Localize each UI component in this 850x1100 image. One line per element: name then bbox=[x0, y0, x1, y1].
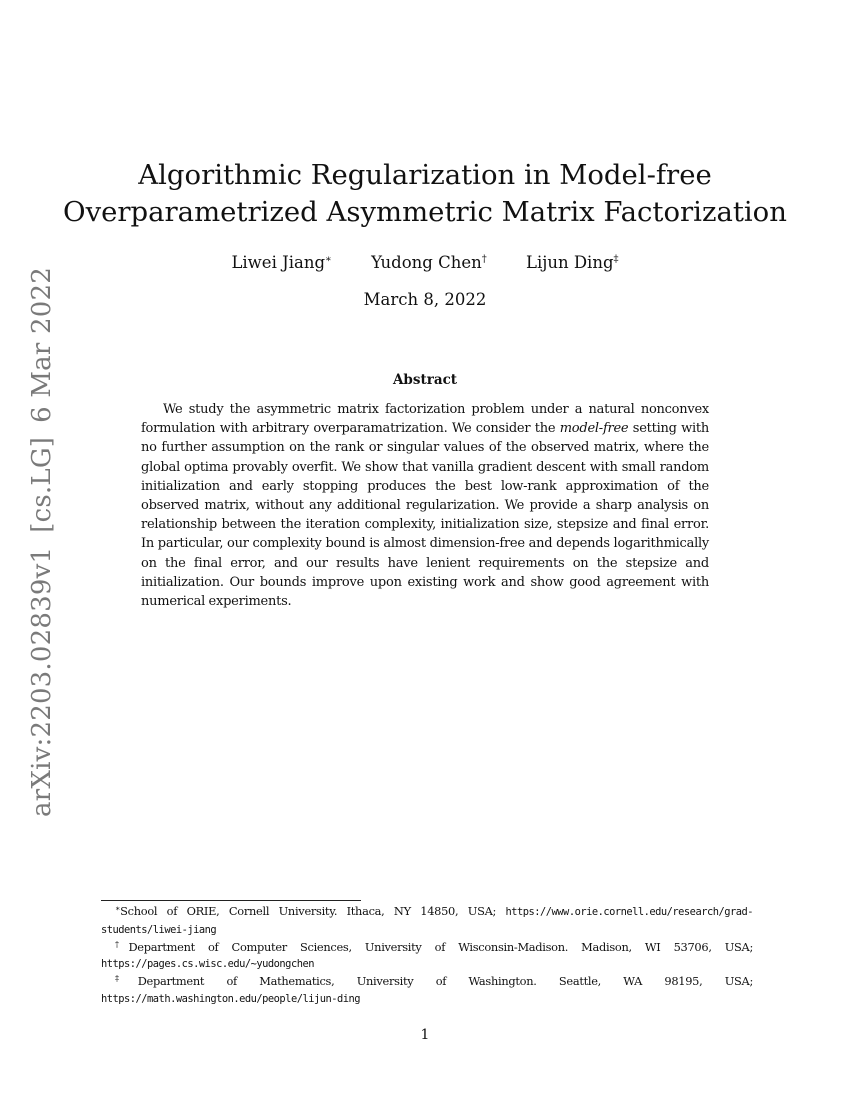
author-name: Yudong Chen bbox=[371, 253, 482, 272]
abstract-text-part-2: setting with no further assumption on the rank or singular values of the observed matrix, where the global optima provably overfit. We show that vanilla gradient descent with small random initialization and early stopping produces the best low-rank approximation of the observed matrix, without any additional regularization. We provide a sharp analysis on relationship between the iteration complexity, initialization size, stepsize and final error. In particular, our complexity bound is almost dimension-free and depends logarithmically on the final error, and our results have lenient requirements on the stepsize and initialization. Our bounds improve upon existing work and show good agreement with numerical experiments. bbox=[141, 421, 709, 610]
footnote-3 bbox=[101, 973, 753, 1008]
title-line-2: Overparametrized Asymmetric Matrix Factorization bbox=[63, 196, 787, 228]
author-1 bbox=[231, 252, 331, 274]
author-name: Lijun Ding bbox=[525, 253, 614, 272]
arxiv-identifier-stamp bbox=[27, 253, 57, 817]
footnote-url-link[interactable]: https://pages.cs.wisc.edu/~yudongchen bbox=[101, 958, 314, 971]
abstract-emphasis: model-free bbox=[559, 421, 629, 437]
arxiv-category: [cs.LG] bbox=[27, 436, 57, 533]
arxiv-date: 6 Mar 2022 bbox=[27, 267, 57, 423]
author-mark: ‡ bbox=[613, 254, 619, 265]
author-2 bbox=[371, 252, 487, 274]
footnote-text: School of ORIE, Cornell University. Ithaca, NY 14850, USA; bbox=[120, 904, 506, 918]
author-name: Liwei Jiang bbox=[231, 253, 326, 272]
footnote-text: Department of Computer Sciences, University of Wisconsin-Madison. Madison, WI 53706, USA; bbox=[128, 939, 753, 954]
author-mark: † bbox=[481, 254, 487, 265]
publication-date: March 8, 2022 bbox=[363, 290, 487, 309]
author-list bbox=[0, 252, 850, 274]
footnotes bbox=[101, 903, 753, 1008]
footnote-url-link[interactable]: https://www.orie.cornell.edu/research/grad-students/liwei-jiang bbox=[101, 906, 753, 936]
footnote-mark: † bbox=[115, 939, 129, 949]
abstract-body bbox=[141, 400, 709, 611]
footnote-url-link[interactable]: https://math.washington.edu/people/lijun-ding bbox=[101, 992, 361, 1005]
author-mark: ∗ bbox=[325, 254, 332, 265]
footnote-mark: ∗ bbox=[115, 904, 121, 913]
arxiv-id: arXiv:2203.02839v1 bbox=[27, 546, 57, 817]
footnote-text: Department of Mathematics, University of Washington. Seattle, WA 98195, USA; bbox=[137, 974, 754, 989]
author-3 bbox=[526, 252, 619, 274]
title-line-1: Algorithmic Regularization in Model-free bbox=[138, 159, 712, 191]
footnote-2 bbox=[101, 939, 753, 974]
footnote-divider bbox=[101, 900, 361, 901]
footnote-1 bbox=[101, 903, 753, 939]
footnote-mark: ‡ bbox=[115, 974, 138, 984]
abstract-heading: Abstract bbox=[392, 372, 458, 388]
page-number: 1 bbox=[420, 1027, 430, 1043]
paper-title bbox=[0, 157, 850, 231]
abstract-text-part-1: We study the asymmetric matrix factorization problem under a natural nonconvex formulation with arbitrary overparamatrization. We consider the bbox=[141, 402, 709, 437]
